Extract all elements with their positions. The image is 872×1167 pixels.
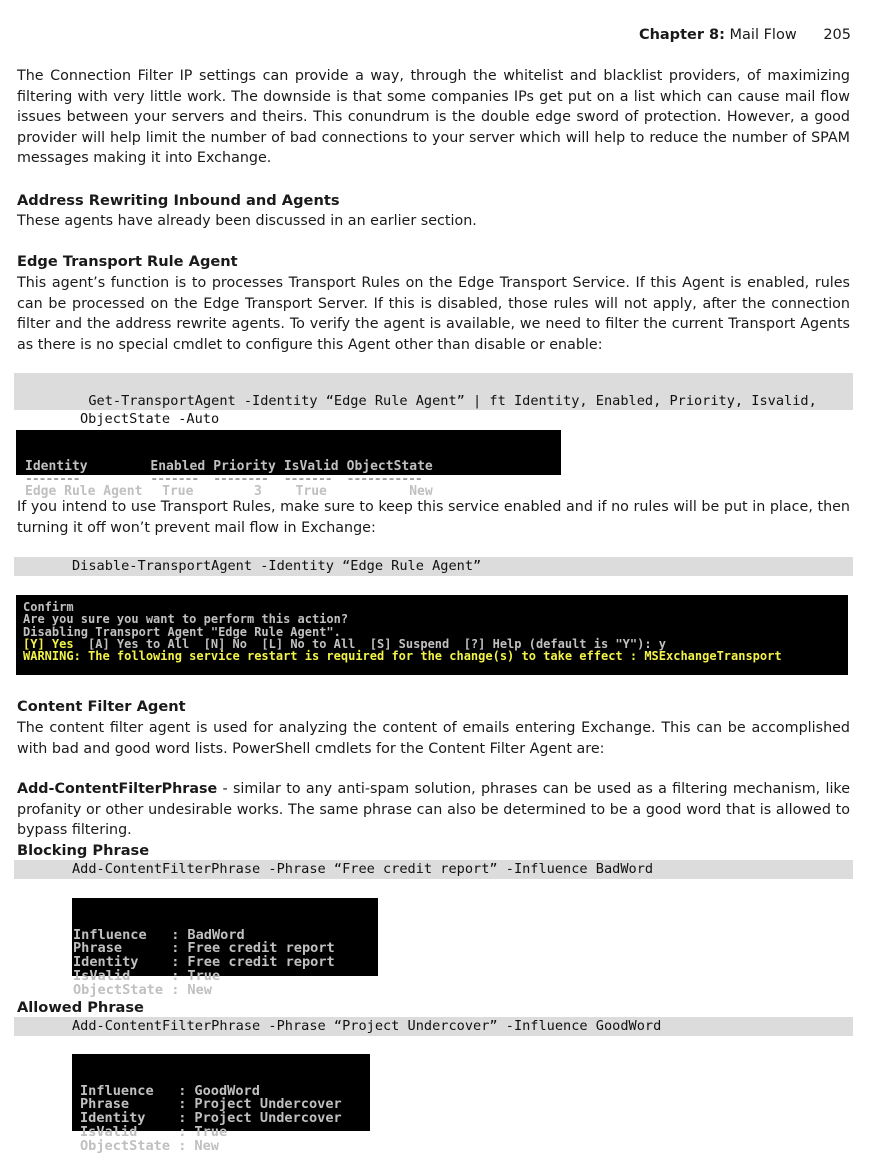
table-divider: ------- bbox=[283, 471, 332, 487]
edge-rule-heading: Edge Transport Rule Agent bbox=[17, 253, 238, 270]
table-divider: -------- bbox=[25, 471, 80, 487]
table-header: Enabled bbox=[150, 459, 206, 474]
output-value: Free credit report bbox=[187, 954, 335, 971]
confirm-yes-option: [Y] Yes bbox=[23, 636, 74, 651]
output-label: IsValid : bbox=[80, 1123, 187, 1140]
blocking-phrase-code: Add-ContentFilterPhrase -Phrase “Free credit report” -Influence BadWord bbox=[14, 860, 853, 879]
allowed-phrase-code: Add-ContentFilterPhrase -Phrase “Project Undercover” -Influence GoodWord bbox=[14, 1017, 853, 1036]
output-value: True bbox=[187, 967, 221, 984]
add-phrase-paragraph bbox=[17, 779, 850, 841]
table-header: ObjectState bbox=[346, 459, 433, 474]
confirm-action: Disabling Transport Agent "Edge Rule Agent". bbox=[23, 624, 341, 639]
allowed-phrase-output bbox=[72, 1054, 370, 1154]
page-header bbox=[639, 27, 851, 43]
table-divider: ----------- bbox=[346, 471, 422, 487]
get-transport-agent-code bbox=[14, 373, 853, 427]
output-label: Identity : bbox=[80, 1110, 187, 1127]
table-divider: -------- bbox=[213, 471, 268, 487]
disable-transport-agent-code: Disable-TransportAgent -Identity “Edge Rule Agent” bbox=[14, 557, 853, 576]
address-rewriting-text: These agents have already been discussed in an earlier section. bbox=[17, 213, 477, 229]
output-value: New bbox=[187, 981, 212, 998]
confirm-output bbox=[16, 595, 848, 675]
chapter-label: Chapter 8: bbox=[638, 27, 725, 43]
content-filter-text: The content filter agent is used for analyzing the content of emails entering Exchange. This can be accomplished with bad and good word lists. PowerShell cmdlets for the Content Filter Agent are: bbox=[17, 720, 850, 757]
table-cell: New bbox=[409, 484, 433, 499]
output-value: True bbox=[194, 1123, 228, 1140]
disable-paragraph: If you intend to use Transport Rules, make sure to keep this service enabled and if no rules will be put in place, then turning it off won’t prevent mail flow in Exchange: bbox=[17, 499, 850, 536]
output-value: GoodWord bbox=[194, 1082, 260, 1099]
output-value: New bbox=[194, 1137, 219, 1154]
edge-rule-text: This agent’s function is to processes Transport Rules on the Edge Transport Service. If this Agent is enabled, rules can be processed on the Edge Transport Server. If this is disabled, those rules will not apply, after the connection filter and the address rewrite agents. To verify the agent is available, we need to filter the current Transport Agents as there is no special cmdlet to configure this Agent other than disable or enable: bbox=[17, 275, 850, 353]
table-header: Priority bbox=[213, 459, 276, 474]
table-cell: True bbox=[295, 484, 327, 499]
output-value: Free credit report bbox=[187, 940, 335, 957]
code-line: Get-TransportAgent -Identity “Edge Rule Agent” | ft Identity, Enabled, Priority, Isvalid, bbox=[88, 393, 817, 409]
output-row bbox=[80, 1140, 342, 1154]
add-phrase-description: - similar to any anti-spam solution, phrases can be used as a filtering mechanism, like profanity or other undesirable works. The same phrase can also be determined to be a good word that is allowed to bypass filtering. bbox=[17, 781, 850, 839]
address-rewriting-heading: Address Rewriting Inbound and Agents bbox=[17, 192, 340, 209]
add-phrase-cmdlet: Add-ContentFilterPhrase bbox=[17, 781, 218, 797]
content-filter-heading: Content Filter Agent bbox=[17, 698, 186, 715]
transport-agent-output bbox=[16, 430, 561, 499]
page-number: 205 bbox=[823, 27, 851, 43]
output-label: Phrase : bbox=[80, 1096, 187, 1113]
table-divider: ------- bbox=[150, 471, 199, 487]
confirm-other-options: [A] Yes to All [N] No [L] No to All [S] Suspend [?] Help (default is "Y"): y bbox=[73, 636, 666, 651]
table-header: IsValid bbox=[283, 459, 339, 474]
output-label: Identity : bbox=[73, 954, 180, 971]
section-label: Mail Flow bbox=[729, 27, 797, 43]
confirm-question: Are you sure you want to perform this action? bbox=[23, 612, 349, 627]
confirm-title: Confirm bbox=[23, 600, 74, 614]
output-label: Influence : bbox=[73, 926, 180, 943]
transport-agent-table bbox=[25, 461, 441, 499]
intro-paragraph: The Connection Filter IP settings can provide a way, through the whitelist and blacklist providers, of maximizing filtering with very little work. The downside is that some companies IPs get put on a list which can cause mail flow issues between your servers and theirs. This conundrum is the double edge sword of protection. However, a good provider will help limit the number of bad connections to your server which will help to reduce the number of SPAM messages making it into Exchange. bbox=[17, 68, 850, 167]
blocking-output-table bbox=[73, 926, 335, 998]
output-value: BadWord bbox=[187, 926, 245, 943]
output-value: Project Undercover bbox=[194, 1096, 342, 1113]
blocking-phrase-output bbox=[72, 898, 378, 998]
table-cell: True bbox=[162, 484, 194, 499]
output-row bbox=[73, 984, 335, 998]
confirm-warning: WARNING: The following service restart is required for the change(s) to take effect : MSExchangeTransport bbox=[23, 649, 782, 664]
output-label: ObjectState : bbox=[73, 981, 180, 998]
output-label: ObjectState : bbox=[80, 1137, 187, 1154]
table-cell: 3 bbox=[254, 484, 262, 499]
table-cell: Edge Rule Agent bbox=[25, 484, 143, 499]
allowed-output-table bbox=[80, 1082, 342, 1154]
output-label: Influence : bbox=[80, 1082, 187, 1099]
output-label: IsValid : bbox=[73, 967, 180, 984]
blocking-phrase-heading: Blocking Phrase bbox=[17, 842, 150, 859]
code-line: ObjectState -Auto bbox=[80, 411, 220, 427]
output-label: Phrase : bbox=[73, 940, 180, 957]
output-value: Project Undercover bbox=[194, 1110, 342, 1127]
allowed-phrase-heading: Allowed Phrase bbox=[17, 999, 144, 1016]
table-header: Identity bbox=[25, 459, 88, 474]
